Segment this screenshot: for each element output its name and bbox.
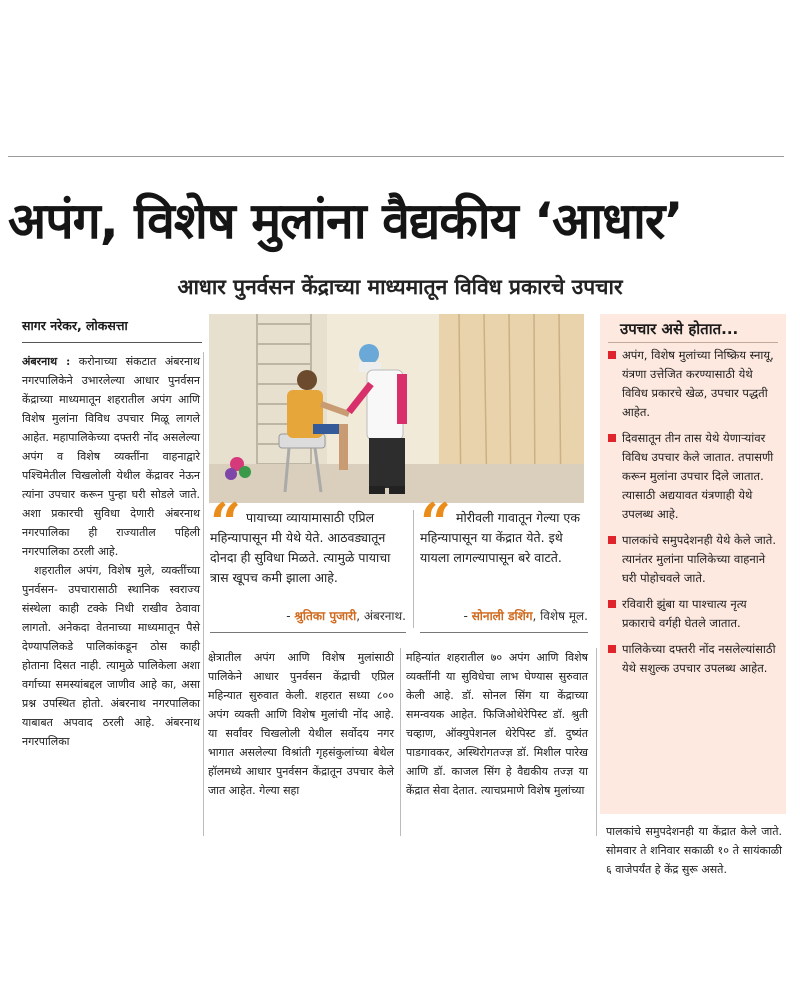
- quote-1-place: , अंबरनाथ.: [356, 609, 406, 623]
- sidebar-item: [608, 346, 780, 422]
- sidebar-item: [608, 531, 780, 588]
- byline: सागर नरेकर, लोकसत्ता: [22, 318, 128, 333]
- subheadline: आधार पुनर्वसन केंद्राच्या माध्यमातून विविध प्रकारचे उपचार: [177, 275, 623, 299]
- paragraph-1-text: करोनाच्या संकटात अंबरनाथ नगरपालिकेने उभारलेल्या आधार पुनर्वसन केंद्राच्या माध्यमातून शहरातील अपंग आणि विशेष मुलांना विविध उपचार मिळू लागले आहेत. महापालिकेच्या दफ्तरी नोंद असलेल्या अपंग व विशेष व्यक्तींना वाहनाद्वारे पश्चिमेतील चिखलोली येथील केंद्रावर नेऊन त्यांना उपचार करून पुन्हा घरी सोडले जाते. अशा प्रकारची सुविधा देणारी अंबरनाथ नगरपालिका ही राज्यातील पहिली नगरपालिका ठरली आहे.: [22, 355, 201, 558]
- bullet-square-icon: [608, 536, 616, 544]
- article-column-3: महिन्यांत शहरातील ७० अपंग आणि विशेष व्यक्तींनी या सुविधेचा लाभ घेण्यास सुरुवात केली आहे. डॉ. सोनल सिंग या केंद्राच्या समन्वयक आहेत. फिजिओथेरेपिस्ट डॉ. श्रुती चव्हाण, ऑक्युपेशनल थेरेपिस्ट डॉ. दुष्यंत पाडगावकर, अस्थिरोगतज्ज्ञ डॉ. मिशील पारेख आणि डॉ. काजल सिंग हे वैद्यकीय तज्ज्ञ या केंद्रात सेवा देतात. त्याचप्रमाणे विशेष मुलांच्या: [406, 651, 588, 797]
- news-photo: [209, 314, 584, 503]
- bullet-square-icon: [608, 600, 616, 608]
- sidebar-item-text: पालकांचे समुपदेशनही येथे केले जाते. त्यानंतर मुलांना पालिकेच्या वाहनाने घरी पोहोचवले जाते.: [622, 533, 776, 585]
- quote-2-rule: [420, 632, 588, 633]
- quote-mark-icon: “: [420, 491, 452, 555]
- quote-2-text: मोरीवली गावातून गेल्या एक महिन्यापासून या केंद्रात येते. इथे यायला लागल्यापासून बरे वाटते.: [420, 510, 580, 565]
- headline: अपंग, विशेष मुलांना वैद्यकीय ‘आधार’: [8, 192, 683, 250]
- quote-2-place: , विशेष मूल.: [532, 609, 588, 623]
- quote-2-name: सोनाली डशिंग: [471, 609, 533, 623]
- byline-rule: [22, 342, 202, 343]
- sidebar-item: [608, 429, 780, 524]
- article-column-1: [22, 352, 200, 751]
- paragraph-1: [22, 352, 200, 561]
- quote-1-text: पायाच्या व्यायामासाठी एप्रिल महिन्यापासून मी येथे येते. आठवड्यातून दोनदा ही सुविधा मिळते. त्यामुळे पायाचा त्रास खूपच कमी झाला आहे.: [210, 510, 391, 585]
- paragraph-2: शहरातील अपंग, विशेष मुले, व्यक्तींच्या पुनर्वसन- उपचारासाठी स्थानिक स्वराज्य संस्थेला काही टक्के निधी राखीव ठेवावा लागतो. अनेकदा वेतनाच्या माध्यमातून पैसे देण्यापलिकडे पालिकांकडून ठोस काही होताना दिसत नाही. त्यामुळे पालिकेला अशा वर्गाच्या समस्यांबद्दल जाणीव आहे का, असा प्रश्न उपस्थित होतो. अंबरनाथ नगरपालिका याबाबत अपवाद ठरली आहे. अंबरनाथ नगरपालिका: [22, 564, 200, 748]
- quote-divider: [413, 510, 414, 628]
- article-column-2: क्षेत्रातील अपंग आणि विशेष मुलांसाठी पालिकेने आधार पुनर्वसन केंद्राची एप्रिल महिन्यात सुरुवात केली. शहरात सध्या ८०० अपंग व्यक्ती आणि विशेष मुलांची नोंद आहे. या सर्वांवर चिखलोली येथील सर्वोदय नगर भागात असलेल्या विश्रांती गृहसंकुलांच्या बेथेल हॉलमध्ये आधार पुनर्वसन केंद्रातून उपचार केले जात आहेत. गेल्या सहा: [208, 651, 394, 797]
- sidebar-list: [608, 346, 780, 685]
- bullet-square-icon: [608, 645, 616, 653]
- sidebar-item-text: पालिकेच्या दफ्तरी नोंद नसलेल्यांसाठी येथे सशुल्क उपचार उपलब्ध आहेत.: [622, 642, 776, 675]
- sidebar-item-text: दिवसातून तीन तास येथे येणाऱ्यांवर विविध उपचार केले जातात. तपासणी करून मुलांना उपचार दिले जातात. त्यासाठी अद्ययावत यंत्रणाही येथे उपलब्ध आहे.: [622, 431, 774, 521]
- quote-2-attribution: - सोनाली डशिंग, विशेष मूल.: [463, 609, 588, 623]
- article-column-4: पालकांचे समुपदेशनही या केंद्रात केले जाते. सोमवार ते शनिवार सकाळी १० ते सायंकाळी ६ वाजेपर्यंत हे केंद्र सुरू असते.: [606, 825, 782, 876]
- bullet-square-icon: [608, 351, 616, 359]
- sidebar-title-rule: [608, 342, 778, 343]
- quote-1-name: श्रुतिका पुजारी: [294, 609, 357, 623]
- top-rule: [8, 156, 784, 157]
- sidebar-item: [608, 640, 780, 678]
- sidebar-item: [608, 595, 780, 633]
- sidebar-title: उपचार असे होतात...: [620, 320, 739, 338]
- column-divider: [596, 648, 597, 836]
- dateline: अंबरनाथ :: [22, 355, 71, 368]
- quote-1-attribution: - श्रुतिका पुजारी, अंबरनाथ.: [286, 609, 406, 623]
- quote-1-rule: [210, 632, 406, 633]
- quote-mark-icon: “: [210, 491, 242, 555]
- bullet-square-icon: [608, 434, 616, 442]
- physiotherapy-photo-illustration: [209, 314, 584, 503]
- column-divider: [400, 648, 401, 836]
- column-divider: [203, 352, 204, 836]
- sidebar-item-text: अपंग, विशेष मुलांच्या निष्क्रिय स्नायू, यंत्रणा उत्तेजित करण्यासाठी येथे विविध प्रकारचे खेळ, उपचार पद्धती आहेत.: [622, 348, 774, 419]
- sidebar-item-text: रविवारी झुंबा या पाश्चात्य नृत्य प्रकाराचे वर्गही घेतले जातात.: [622, 597, 747, 630]
